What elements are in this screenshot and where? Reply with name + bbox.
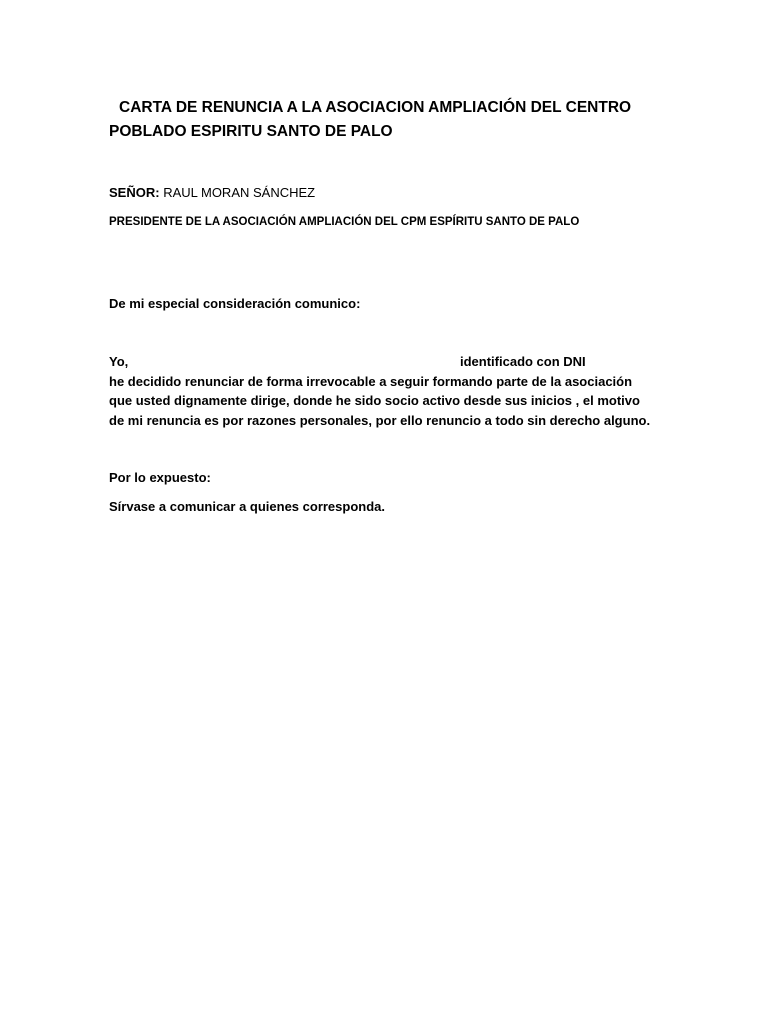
greeting: De mi especial consideración comunico:: [109, 296, 361, 311]
title-line-1: CARTA DE RENUNCIA A LA ASOCIACION AMPLIACIÓN DEL CENTRO: [119, 99, 632, 116]
addressee: [109, 184, 315, 202]
body-yo: Yo,: [109, 354, 129, 369]
body-line-1: [109, 352, 669, 372]
addressee-role: PRESIDENTE DE LA ASOCIACIÓN AMPLIACIÓN DEL CPM ESPÍRITU SANTO DE PALO: [109, 216, 580, 228]
body-paragraph: [109, 352, 669, 430]
body-line-3: que usted dignamente dirige, donde he sido socio activo desde sus inicios , el motivo: [109, 393, 640, 408]
closing-line: Sírvase a comunicar a quienes corresponda.: [109, 499, 386, 514]
document-title: [109, 96, 669, 144]
addressee-name: RAUL MORAN SÁNCHEZ: [163, 185, 316, 200]
body-line-2: he decidido renunciar de forma irrevocable a seguir formando parte de la asociación: [109, 373, 633, 389]
por-lo-expuesto: Por lo expuesto:: [109, 470, 211, 485]
title-line-2: POBLADO ESPIRITU SANTO DE PALO: [109, 123, 393, 140]
body-line-4: de mi renuncia es por razones personales, por ello renuncio a todo sin derecho alguno.: [109, 412, 651, 428]
body-dni: identificado con DNI: [460, 354, 586, 369]
addressee-label: SEÑOR:: [109, 185, 160, 200]
